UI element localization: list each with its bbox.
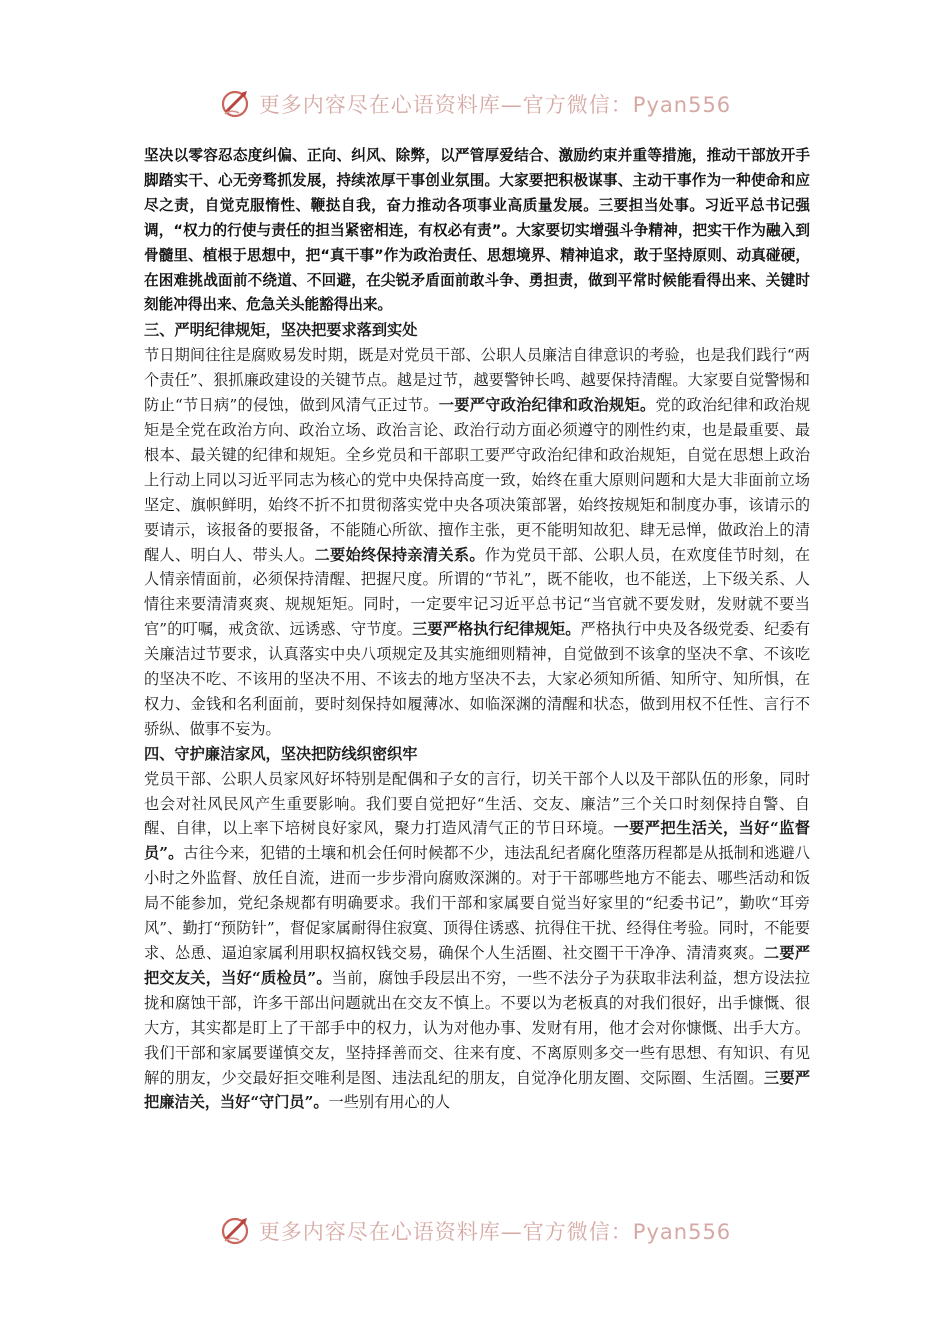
watermark-text: 更多内容尽在心语资料库—官方微信：Pyan556 — [258, 1220, 732, 1244]
watermark-text: 更多内容尽在心语资料库—官方微信：Pyan556 — [258, 93, 732, 117]
document-body — [144, 144, 810, 1115]
paragraph-section-3: 节日期间往往是腐败易发时期，既是对党员干部、公职人员廉洁自律意识的考验，也是我们践行“两个责任”、狠抓廉政建设的关键节点。越是过节，越要警钟长鸣、越要保持清醒。大家要自觉警惕和防止“节日病”的侵蚀，做到风清气正过节。一要严守政治纪律和政治规矩。党的政治纪律和政治规矩是全党在政治方向、政治立场、政治言论、政治行动方面必须遵守的刚性约束，也是最重要、最根本、最关键的纪律和规矩。全乡党员和干部职工要严守政治纪律和政治规矩，自觉在思想上政治上行动上同以习近平同志为核心的党中央保持高度一致，始终在重大原则问题和大是大非面前立场坚定、旗帜鲜明，始终不折不扣贯彻落实党中央各项决策部署，始终按规矩和制度办事，该请示的要请示，该报备的要报备，不能随心所欲、擅作主张，更不能明知故犯、肆无忌惮，做政治上的清醒人、明白人、带头人。二要始终保持亲清关系。作为党员干部、公职人员，在欢度佳节时刻，在人情亲情面前，必须保持清醒、把握尺度。所谓的“节礼”，既不能收，也不能送，上下级关系、人情往来要清清爽爽、规规矩矩。同时，一定要牢记习近平总书记“当官就不要发财，发财就不要当官”的叮嘱，戒贪欲、远诱惑、守节度。三要严格执行纪律规矩。严格执行中央及各级党委、纪委有关廉洁过节要求，认真落实中央八项规定及其实施细则精神，自觉做到不该拿的坚决不拿、不该吃的坚决不吃、不该用的坚决不用、不该去的地方坚决不去，大家必须知所循、知所守、知所惧，在权力、金钱和名利面前，要时刻保持如履薄冰、如临深渊的清醒和状态，做到用权不任性、言行不骄纵、做事不妄为。 — [144, 346, 811, 738]
watermark-banner-top — [0, 84, 950, 124]
pen-swirl-logo-icon — [219, 1214, 253, 1248]
section-heading-4: 四、守护廉洁家风，坚决把防线织密织牢 — [144, 744, 418, 763]
section-heading-3: 三、严明纪律规矩，坚决把要求落到实处 — [144, 321, 418, 340]
pen-swirl-logo-icon — [219, 87, 253, 121]
paragraph-continuation: 坚决以零容忍态度纠偏、正向、纠风、除弊，以严管厚爱结合、激励约束并重等措施，推动干部放开手脚踏实干、心无旁骛抓发展，持续浓厚干事创业氛围。大家要把积极谋事、主动干事作为一种使命和应尽之责，自觉克服惰性、鞭挞自我，奋力推动各项事业高质量发展。三要担当处事。习近平总书记强调，“权力的行使与责任的担当紧密相连，有权必有责”。大家要切实增强斗争精神，把实干作为融入到骨髓里、植根于思想中，把“真干事”作为政治责任、思想境界、精神追求，敢于坚持原则、动真碰硬，在困难挑战面前不绕道、不回避，在尖锐矛盾面前敢斗争、勇担责，做到平常时候能看得出来、关键时刻能冲得出来、危急关头能豁得出来。 — [144, 147, 810, 314]
watermark-banner-bottom — [0, 1211, 950, 1251]
paragraph-section-4: 党员干部、公职人员家风好坏特别是配偶和子女的言行，切关干部个人以及干部队伍的形象，同时也会对社风民风产生重要影响。我们要自觉把好“生活、交友、廉洁”三个关口时刻保持自警、自醒、自律，以上率下培树良好家风，聚力打造风清气正的节日环境。一要严把生活关，当好“监督员”。古往今来，犯错的土壤和机会任何时候都不少，违法乱纪者腐化堕落历程都是从抵制和逃避八小时之外监督、放任自流，进而一步步滑向腐败深渊的。对于干部哪些地方不能去、哪些活动和饭局不能参加，党纪条规都有明确要求。我们干部和家属要自觉当好家里的“纪委书记”，勤吹“耳旁风”、勤打“预防针”，督促家属耐得住寂寞、顶得住诱惑、抗得住干扰、经得住考验。同时，不能要求、怂恿、逼迫家属利用职权搞权钱交易，确保个人生活圈、社交圈干干净净、清清爽爽。二要严把交友关，当好“质检员”。当前，腐蚀手段层出不穷，一些不法分子为获取非法利益，想方设法拉拢和腐蚀干部，许多干部出问题就出在交友不慎上。不要以为老板真的对我们很好，出手慷慨、很大方，其实都是盯上了干部手中的权力，认为对他办事、发财有用，他才会对你慷慨、出手大方。我们干部和家属要谨慎交友，坚持择善而交、往来有度、不离原则多交一些有思想、有知识、有见解的朋友，少交最好拒交唯利是图、违法乱纪的朋友，自觉净化朋友圈、交际圈、生活圈。三要严把廉洁关，当好“守门员”。一些别有用心的人 — [144, 769, 811, 1112]
